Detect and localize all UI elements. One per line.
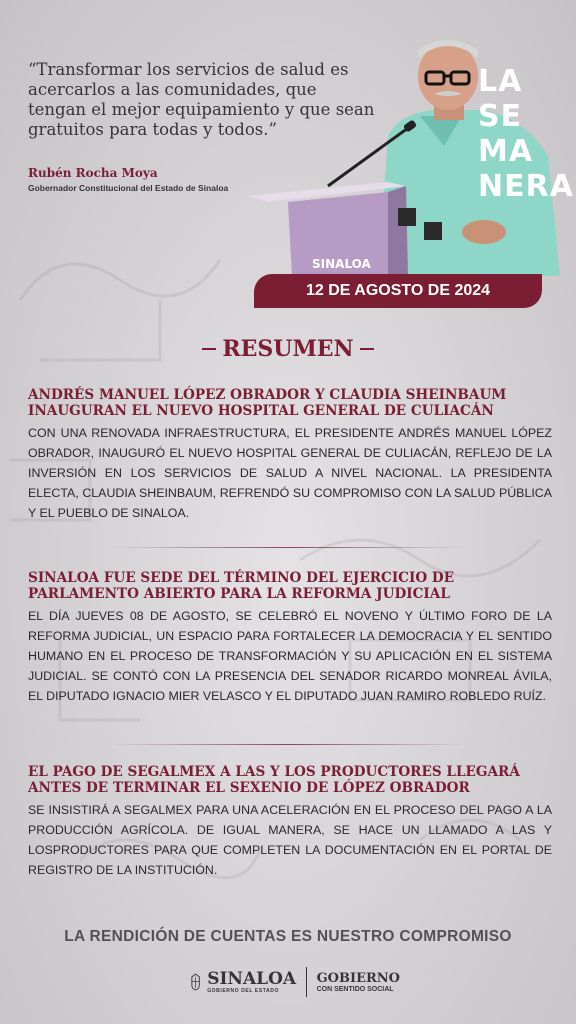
- heading-dash: [202, 348, 216, 350]
- news-title: SINALOA FUE SEDE DEL TÉRMINO DEL EJERCICIO DE PARLAMENTO ABIERTO PARA LA REFORMA JUDICIAL: [28, 570, 455, 602]
- news-item: [28, 764, 552, 880]
- government-logos: [190, 960, 400, 1004]
- summary-heading: RESUMEN: [222, 336, 354, 362]
- podium-label: SINALOA: [312, 257, 371, 271]
- news-title: ANDRÉS MANUEL LÓPEZ OBRADOR Y CLAUDIA SHEINBAUM INAUGURAN EL NUEVO HOSPITAL GENERAL DE CULIACÁN: [28, 387, 507, 419]
- logo-subtitle: GOBIERNO DEL ESTADO: [207, 988, 279, 994]
- news-body: SE INSISTIRÁ A SEGALMEX PARA UNA ACELERACIÓN EN EL PROCESO DEL PAGO A LA PRODUCCIÓN AGRÍCOLA. DE IGUAL MANERA, SE HACE UN LLAMADO A LAS Y LOSPRODUCTORES PARA QUE COMPLETEN LA DOCUMENTACIÓN EN EL PORTAL DE REGISTRO DE LA INSTITUCIÓN.: [28, 803, 552, 877]
- date-banner: 12 DE AGOSTO DE 2024: [254, 274, 542, 308]
- accountability-slogan: LA RENDICIÓN DE CUENTAS ES NUESTRO COMPROMISO: [64, 928, 512, 945]
- heading-dash: [360, 348, 374, 350]
- gobierno-wordmark: [317, 972, 400, 993]
- news-body: EL DÍA JUEVES 08 DE AGOSTO, SE CELEBRÓ EL NOVENO Y ÚLTIMO FORO DE LA REFORMA JUDICIAL, UN ESPACIO PARA FORTALECER LA DEMOCRACIA Y EL SENTIDO HUMANO EN EL PROCESO DE TRANSFORMACIÓN Y SU APLICACIÓN EN EL SISTEMA JUDICIAL. SE CONTÓ CON LA PRESENCIA DEL SENADOR RICARDO MONREAL ÁVILA, EL DIPUTADO IGNACIO MIER VELASCO Y EL DIPUTADO JUAN RAMIRO ROBLEDO RUÍZ.: [28, 609, 552, 703]
- masthead-line: NERA: [478, 169, 574, 204]
- news-body: CON UNA RENOVADA INFRAESTRUCTURA, EL PRESIDENTE ANDRÉS MANUEL LÓPEZ OBRADOR, INAUGURÓ EL NUEVO HOSPITAL GENERAL DE CULIACÁN, REFLEJO DE LA INVERSIÓN EN LOS SERVICIOS DE SALUD A NIVEL NACIONAL. LA PRESIDENTA ELECTA, CLAUDIA SHEINBAUM, REFRENDÓ SU COMPROMISO CON LA SALUD PÚBLICA Y EL PUEBLO DE SINALOA.: [28, 426, 552, 520]
- logo-name: SINALOA: [207, 969, 297, 989]
- la-semanera-logo: [478, 64, 574, 204]
- summary-heading-row: [0, 334, 576, 364]
- masthead-line: LA: [478, 64, 523, 99]
- gov-subtitle: CON SENTIDO SOCIAL: [316, 985, 394, 993]
- sinaloa-wordmark: [207, 970, 296, 994]
- state-seal-icon: [190, 963, 201, 1001]
- governor-quote: “Transformar los servicios de salud es acercarlos a las comunidades, que tengan el mejor equipamiento y que sean gratuitos para todas y todos.”: [28, 60, 375, 139]
- section-divider: [110, 547, 466, 548]
- quote-author-role: Gobernador Constitucional del Estado de Sinaloa: [28, 183, 229, 193]
- masthead-line: MA: [478, 134, 534, 169]
- section-divider: [110, 744, 466, 745]
- news-item: [28, 570, 552, 706]
- news-title: EL PAGO DE SEGALMEX A LAS Y LOS PRODUCTORES LLEGARÁ ANTES DE TERMINAR EL SEXENIO DE LÓPEZ OBRADOR: [28, 764, 520, 796]
- gov-name: GOBIERNO: [316, 970, 400, 986]
- quote-author: Rubén Rocha Moya: [28, 166, 158, 180]
- news-item: [28, 387, 552, 523]
- masthead-line: SE: [478, 99, 523, 134]
